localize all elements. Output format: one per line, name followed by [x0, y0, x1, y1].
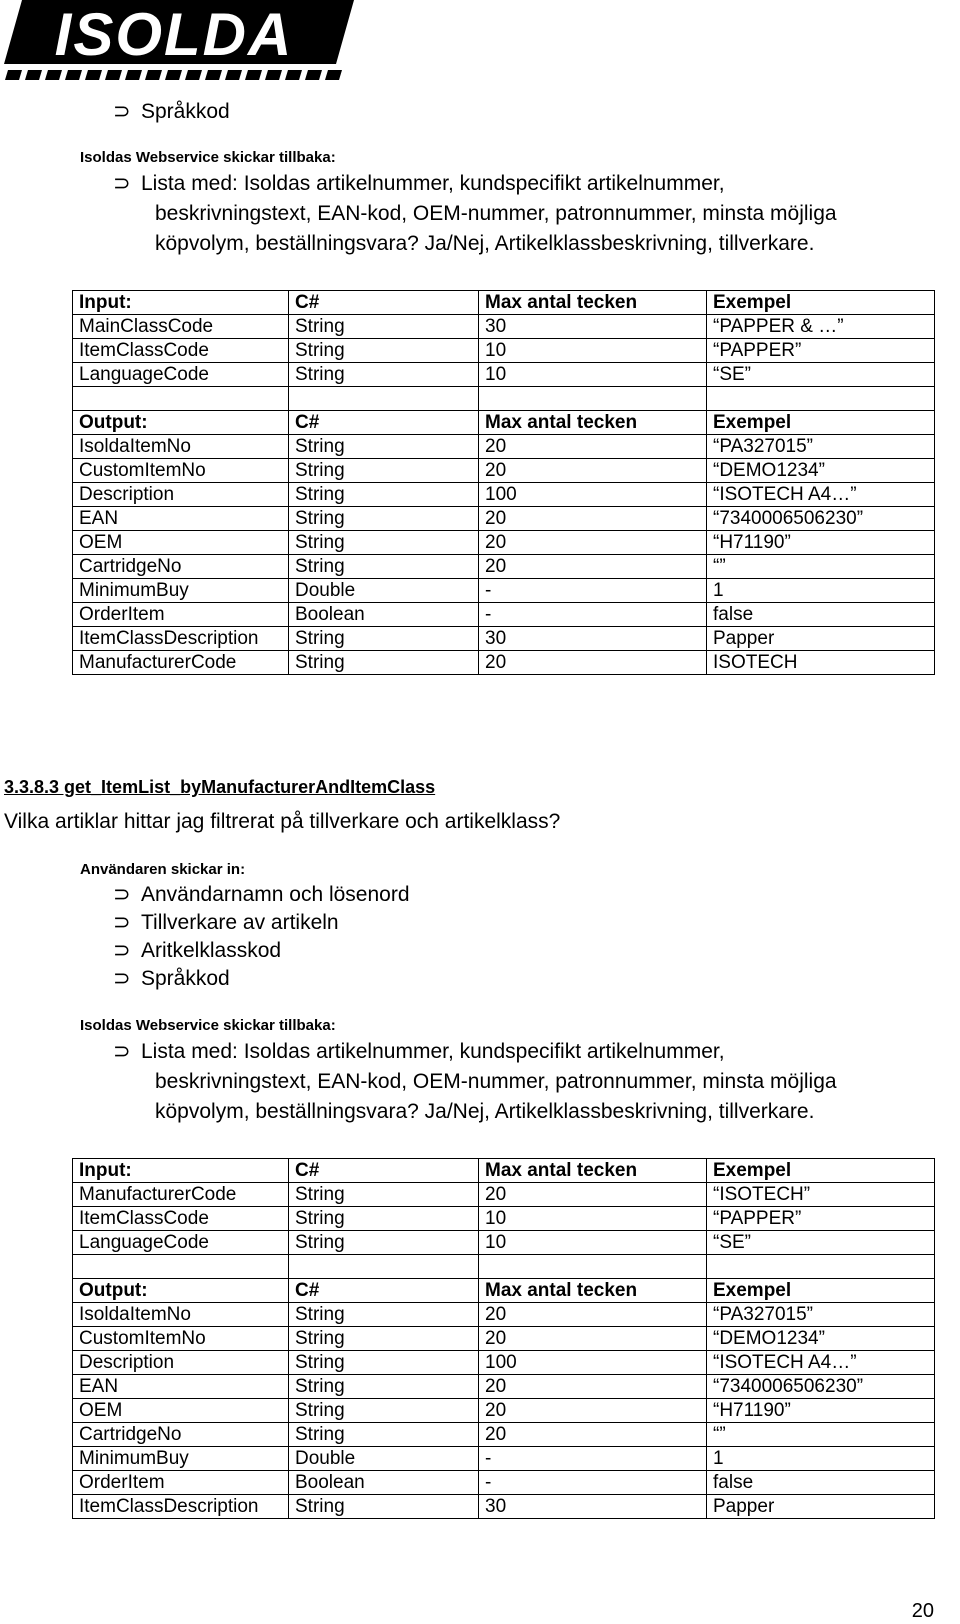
table-cell: String — [289, 363, 479, 387]
bullet-text: Tillverkare av artikeln — [141, 911, 339, 934]
header-cell: Exempel — [707, 411, 935, 435]
table-row — [73, 1183, 935, 1207]
bullet-icon: ⊃ — [113, 911, 131, 934]
table-cell: String — [289, 627, 479, 651]
table-cell: - — [479, 603, 707, 627]
table-cell: String — [289, 459, 479, 483]
table-cell: “” — [707, 555, 935, 579]
table-row — [73, 651, 935, 675]
header-cell: C# — [289, 1159, 479, 1183]
header-cell: Input: — [73, 1159, 289, 1183]
header-cell: Max antal tecken — [479, 1159, 707, 1183]
table-cell: Boolean — [289, 603, 479, 627]
section-heading: 3.3.8.3 get_ItemList_byManufacturerAndItemClass — [4, 777, 436, 797]
table-cell: “PA327015” — [707, 435, 935, 459]
table-cell: 20 — [479, 1303, 707, 1327]
table-cell: “ISOTECH” — [707, 1183, 935, 1207]
page-number: 20 — [911, 1600, 934, 1622]
table-row — [73, 1231, 935, 1255]
bullet-icon: ⊃ — [113, 1040, 131, 1063]
table-cell: CartridgeNo — [73, 1423, 289, 1447]
table-row — [73, 1399, 935, 1423]
table-row — [73, 1471, 935, 1495]
table-cell: String — [289, 1375, 479, 1399]
table-cell: ItemClassCode — [73, 339, 289, 363]
table-cell: EAN — [73, 1375, 289, 1399]
table-cell: String — [289, 555, 479, 579]
table-cell: 30 — [479, 627, 707, 651]
table-cell: ISOTECH — [707, 651, 935, 675]
table-row — [73, 1495, 935, 1519]
table-cell: “PAPPER & …” — [707, 315, 935, 339]
bullet-text: Användarnamn och lösenord — [141, 883, 410, 906]
logo-stripes — [5, 70, 342, 80]
table-cell: 30 — [479, 315, 707, 339]
table-cell: 20 — [479, 1399, 707, 1423]
table-cell: OEM — [73, 1399, 289, 1423]
table-cell: Papper — [707, 1495, 935, 1519]
header-cell: Max antal tecken — [479, 1279, 707, 1303]
table-cell: “PAPPER” — [707, 339, 935, 363]
table-cell: Papper — [707, 627, 935, 651]
table-cell: - — [479, 1447, 707, 1471]
table-cell: MinimumBuy — [73, 1447, 289, 1471]
bullet-text: Aritkelklasskod — [141, 939, 282, 962]
table-row — [73, 555, 935, 579]
table-row — [73, 459, 935, 483]
table-cell — [73, 1255, 289, 1279]
table-cell: String — [289, 339, 479, 363]
table-cell: 20 — [479, 459, 707, 483]
table-cell: String — [289, 315, 479, 339]
table-cell: Description — [73, 483, 289, 507]
table-cell: String — [289, 1351, 479, 1375]
bullet-icon: ⊃ — [113, 939, 131, 962]
table-cell: 20 — [479, 1183, 707, 1207]
table-cell — [707, 387, 935, 411]
returns-line-3: köpvolym, beställningsvara? Ja/Nej, Artikelklassbeskrivning, tillverkare. — [155, 232, 815, 255]
table-cell: String — [289, 1207, 479, 1231]
bullet-text: Lista med: Isoldas artikelnummer, kundspecifikt artikelnummer, — [141, 1040, 725, 1063]
header-cell: Max antal tecken — [479, 291, 707, 315]
table-cell: 20 — [479, 651, 707, 675]
table-cell: String — [289, 531, 479, 555]
table-cell: LanguageCode — [73, 363, 289, 387]
section-question: Vilka artiklar hittar jag filtrerat på tillverkare och artikelklass? — [4, 810, 561, 833]
input-header-row — [73, 291, 935, 315]
table-cell — [479, 1255, 707, 1279]
table-cell: 30 — [479, 1495, 707, 1519]
table-cell: 20 — [479, 1423, 707, 1447]
table-cell: LanguageCode — [73, 1231, 289, 1255]
table-cell: String — [289, 1495, 479, 1519]
spacer-row — [73, 1255, 935, 1279]
table-cell: OEM — [73, 531, 289, 555]
header-cell: C# — [289, 411, 479, 435]
table-cell: ItemClassCode — [73, 1207, 289, 1231]
table-cell: String — [289, 1327, 479, 1351]
spec-table-2 — [72, 1158, 935, 1519]
table-row — [73, 507, 935, 531]
header-cell: Input: — [73, 291, 289, 315]
table-cell: 20 — [479, 435, 707, 459]
returns-line-2: beskrivningstext, EAN-kod, OEM-nummer, patronnummer, minsta möjliga — [155, 202, 837, 225]
table-cell: OrderItem — [73, 603, 289, 627]
table-cell: EAN — [73, 507, 289, 531]
table-row — [73, 627, 935, 651]
header-cell: Output: — [73, 1279, 289, 1303]
output-header-row — [73, 411, 935, 435]
header-cell: Exempel — [707, 1279, 935, 1303]
table-cell: 20 — [479, 507, 707, 531]
returns-line-2: beskrivningstext, EAN-kod, OEM-nummer, patronnummer, minsta möjliga — [155, 1070, 837, 1093]
table-row — [73, 1207, 935, 1231]
table-cell: false — [707, 1471, 935, 1495]
table-cell: “H71190” — [707, 1399, 935, 1423]
header-cell: C# — [289, 291, 479, 315]
returns-line-3: köpvolym, beställningsvara? Ja/Nej, Artikelklassbeskrivning, tillverkare. — [155, 1100, 815, 1123]
table-cell: ItemClassDescription — [73, 1495, 289, 1519]
table-row — [73, 1351, 935, 1375]
table-row — [73, 1327, 935, 1351]
table-row — [73, 531, 935, 555]
table-cell: “SE” — [707, 363, 935, 387]
returns-label: Isoldas Webservice skickar tillbaka: — [80, 1017, 336, 1034]
header-cell: C# — [289, 1279, 479, 1303]
table-cell: - — [479, 579, 707, 603]
table-cell: CartridgeNo — [73, 555, 289, 579]
table-cell — [289, 387, 479, 411]
table-cell: 20 — [479, 1327, 707, 1351]
header-cell: Exempel — [707, 1159, 935, 1183]
header-cell: Exempel — [707, 291, 935, 315]
bullet-icon: ⊃ — [113, 100, 131, 123]
table-cell — [73, 387, 289, 411]
table-cell: String — [289, 507, 479, 531]
table-cell: “H71190” — [707, 531, 935, 555]
bullet-text: Språkkod — [141, 100, 230, 123]
table-cell: “PA327015” — [707, 1303, 935, 1327]
header-cell: Max antal tecken — [479, 411, 707, 435]
table-cell — [289, 1255, 479, 1279]
table-cell: MinimumBuy — [73, 579, 289, 603]
table-cell: 20 — [479, 555, 707, 579]
table-cell: 20 — [479, 1375, 707, 1399]
table-cell: String — [289, 1183, 479, 1207]
bullet-icon: ⊃ — [113, 172, 131, 195]
table-cell: MainClassCode — [73, 315, 289, 339]
isolda-logo — [4, 0, 354, 82]
bullet-text: Språkkod — [141, 967, 230, 990]
table-cell: 10 — [479, 363, 707, 387]
table-cell: - — [479, 1471, 707, 1495]
table-cell: 10 — [479, 1231, 707, 1255]
table-cell: String — [289, 435, 479, 459]
table-cell: ManufacturerCode — [73, 1183, 289, 1207]
table-row — [73, 579, 935, 603]
table-cell: ManufacturerCode — [73, 651, 289, 675]
spacer-row — [73, 387, 935, 411]
bullet-icon: ⊃ — [113, 883, 131, 906]
table-cell — [479, 387, 707, 411]
table-cell: OrderItem — [73, 1471, 289, 1495]
table-cell: String — [289, 1303, 479, 1327]
table-cell: IsoldaItemNo — [73, 1303, 289, 1327]
table-cell: “7340006506230” — [707, 507, 935, 531]
table-cell: 20 — [479, 531, 707, 555]
sends-label: Användaren skickar in: — [80, 861, 246, 878]
input-header-row — [73, 1159, 935, 1183]
header-cell: Output: — [73, 411, 289, 435]
table-cell: “DEMO1234” — [707, 459, 935, 483]
table-cell: false — [707, 603, 935, 627]
table-cell: 1 — [707, 579, 935, 603]
table-row — [73, 363, 935, 387]
returns-label: Isoldas Webservice skickar tillbaka: — [80, 149, 336, 166]
table-cell: ItemClassDescription — [73, 627, 289, 651]
table-row — [73, 1375, 935, 1399]
table-cell: 10 — [479, 339, 707, 363]
table-cell: “” — [707, 1423, 935, 1447]
table-cell: 1 — [707, 1447, 935, 1471]
table-cell: String — [289, 651, 479, 675]
table-cell: Description — [73, 1351, 289, 1375]
table-cell: CustomItemNo — [73, 1327, 289, 1351]
table-cell: IsoldaItemNo — [73, 435, 289, 459]
table-cell: 100 — [479, 483, 707, 507]
table-row — [73, 1423, 935, 1447]
table-row — [73, 435, 935, 459]
table-row — [73, 1303, 935, 1327]
table-cell: “SE” — [707, 1231, 935, 1255]
output-header-row — [73, 1279, 935, 1303]
bullet-icon: ⊃ — [113, 967, 131, 990]
table-cell: String — [289, 1423, 479, 1447]
spec-table-1 — [72, 290, 935, 675]
logo-text: ISOLDA — [54, 1, 294, 68]
table-cell: Boolean — [289, 1471, 479, 1495]
table-cell: 100 — [479, 1351, 707, 1375]
table-cell: “ISOTECH A4…” — [707, 1351, 935, 1375]
table-row — [73, 339, 935, 363]
table-cell: 10 — [479, 1207, 707, 1231]
table-cell: String — [289, 483, 479, 507]
table-cell: Double — [289, 579, 479, 603]
table-cell: “PAPPER” — [707, 1207, 935, 1231]
table-cell: “ISOTECH A4…” — [707, 483, 935, 507]
table-cell: “DEMO1234” — [707, 1327, 935, 1351]
table-cell — [707, 1255, 935, 1279]
table-cell: “7340006506230” — [707, 1375, 935, 1399]
table-cell: String — [289, 1231, 479, 1255]
table-cell: Double — [289, 1447, 479, 1471]
bullet-text: Lista med: Isoldas artikelnummer, kundspecifikt artikelnummer, — [141, 172, 725, 195]
table-row — [73, 315, 935, 339]
table-row — [73, 483, 935, 507]
table-cell: String — [289, 1399, 479, 1423]
table-row — [73, 603, 935, 627]
table-cell: CustomItemNo — [73, 459, 289, 483]
table-row — [73, 1447, 935, 1471]
